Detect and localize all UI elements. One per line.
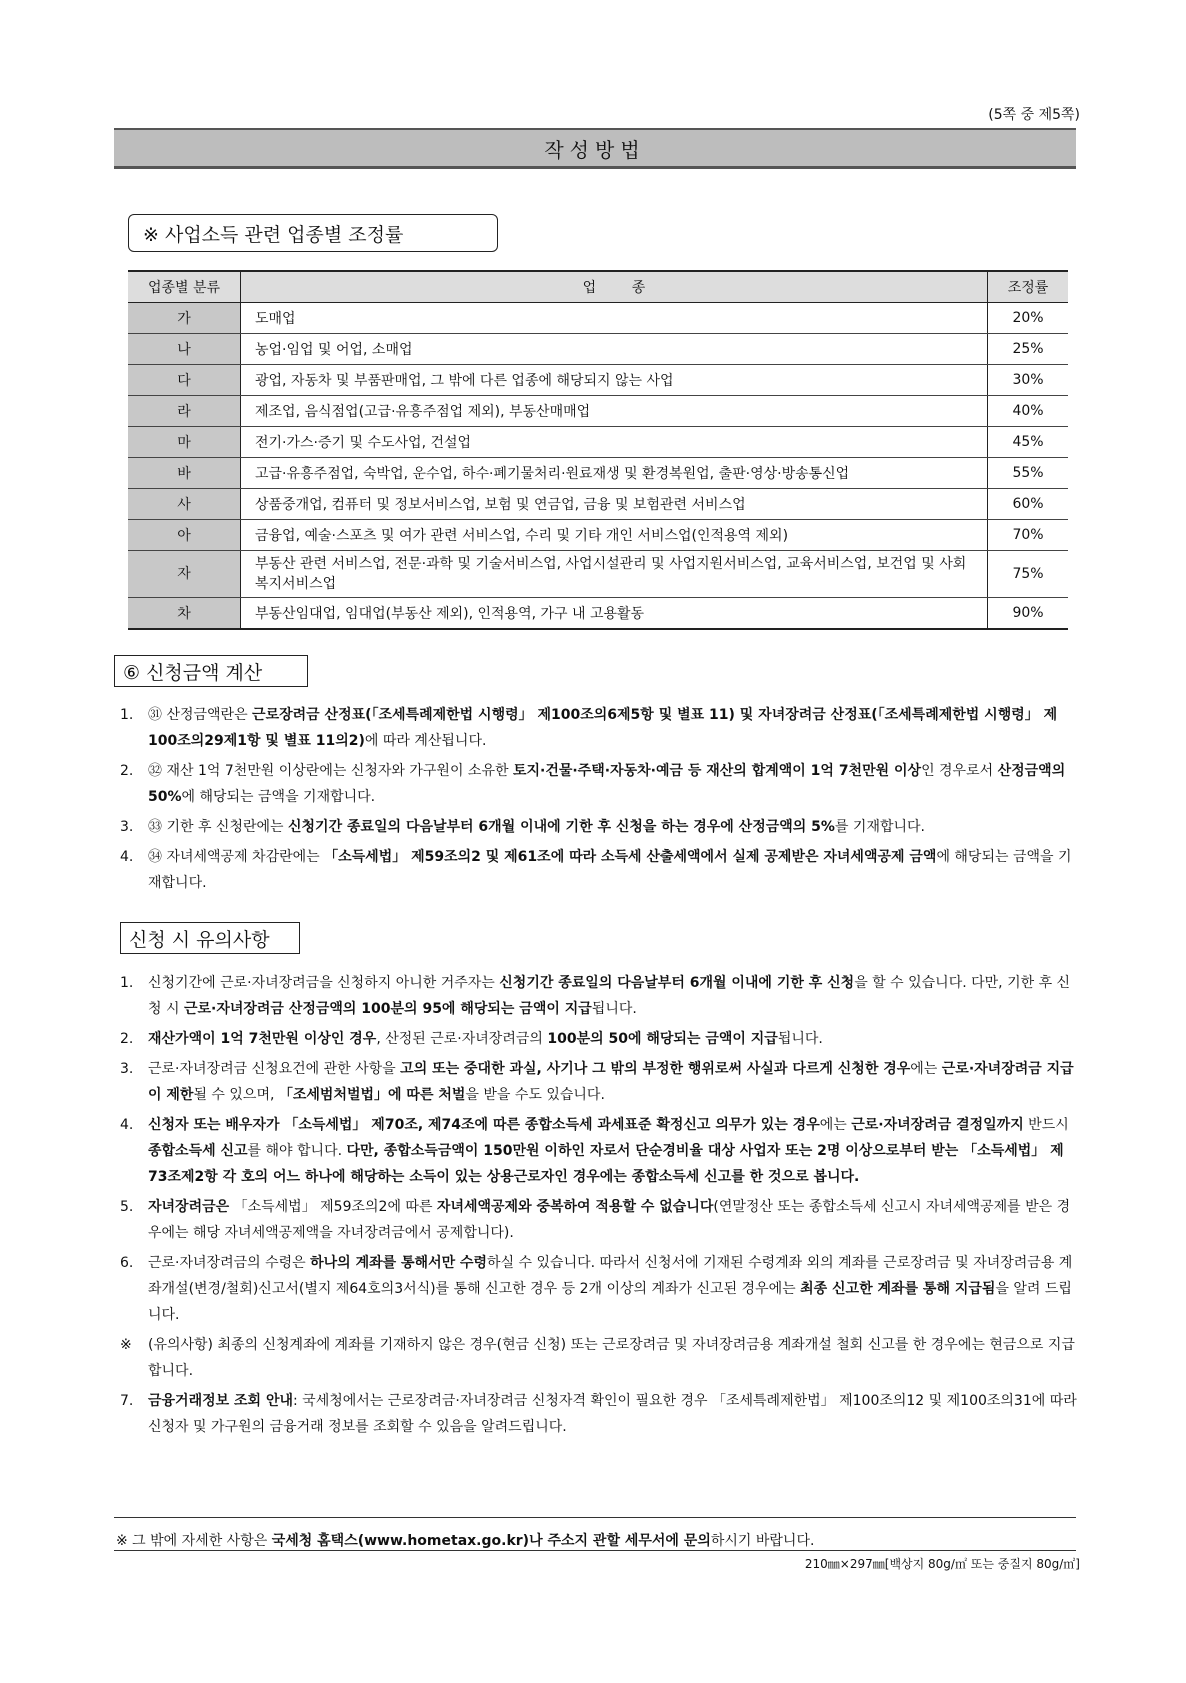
table-row <box>128 489 1068 520</box>
rate-cell: 20% <box>988 303 1069 334</box>
list-item <box>120 1332 1080 1384</box>
divider <box>114 1517 1076 1518</box>
industry-cell: 제조업, 음식점업(고급·유흥주점업 제외), 부동산매매업 <box>241 396 988 427</box>
industry-cell: 농업·임업 및 어업, 소매업 <box>241 334 988 365</box>
page-title: 작성방법 <box>114 128 1076 169</box>
list-item-number: 5. <box>120 1199 134 1215</box>
list-item <box>120 970 1080 1022</box>
table-row <box>128 303 1068 334</box>
list-item-text: ㉛ 산정금액란은 근로장려금 산정표(「조세특례제한법 시행령」 제100조의6제5항 및 별표 11) 및 자녀장려금 산정표(「조세특례제한법 시행령」 제100조의29제1항 및 별표 11의2)에 따라 계산됩니다. <box>148 707 1058 749</box>
rate-cell: 60% <box>988 489 1069 520</box>
calc-section-heading: ⑥ 신청금액 계산 <box>114 655 308 687</box>
table-row <box>128 427 1068 458</box>
rate-cell: 40% <box>988 396 1069 427</box>
notes-list <box>120 970 1080 1444</box>
table-row <box>128 396 1068 427</box>
category-cell: 마 <box>128 427 241 458</box>
industry-cell: 상품중개업, 컴퓨터 및 정보서비스업, 보험 및 연금업, 금융 및 보험관련 서비스업 <box>241 489 988 520</box>
industry-cell: 금융업, 예술·스포츠 및 여가 관련 서비스업, 수리 및 기타 개인 서비스업(인적용역 제외) <box>241 520 988 551</box>
category-cell: 가 <box>128 303 241 334</box>
list-item-text: (유의사항) 최종의 신청계좌에 계좌를 기재하지 않은 경우(현금 신청) 또는 근로장려금 및 자녀장려금용 계좌개설 철회 신고를 한 경우에는 현금으로 지급합니다. <box>148 1337 1075 1379</box>
rate-cell: 90% <box>988 598 1069 630</box>
list-item-text: 근로·자녀장려금의 수령은 하나의 계좌를 통해서만 수령하실 수 있습니다. 따라서 신청서에 기재된 수령계좌 외의 계좌를 근로장려금 및 자녀장려금용 계좌개설(변경/철회)신고서(별지 제64호의3서식)를 통해 신고한 경우 등 2개 이상의 계좌가 신고된 경우에는 최종 신고한 계좌를 통해 지급됨을 알려 드립니다. <box>148 1255 1073 1323</box>
table-row <box>128 365 1068 396</box>
list-item-text: 신청자 또는 배우자가 「소득세법」 제70조, 제74조에 따른 종합소득세 과세표준 확정신고 의무가 있는 경우에는 근로·자녀장려금 결정일까지 반드시 종합소득세 신고를 해야 합니다. 다만, 종합소득금액이 150만원 이하인 자로서 단순경비율 대상 사업자 또는 2명 이상으로부터 받는 「소득세법」 제73조제2항 각 호의 어느 하나에 해당하는 소득이 있는 상용근로자인 경우에는 종합소득세 신고를 한 것으로 봅니다. <box>148 1117 1069 1185</box>
list-item-text: 신청기간에 근로·자녀장려금을 신청하지 아니한 거주자는 신청기간 종료일의 다음날부터 6개월 이내에 기한 후 신청을 할 수 있습니다. 다만, 기한 후 신청 시 근로·자녀장려금 산정금액의 100분의 95에 해당되는 금액이 지급됩니다. <box>148 975 1071 1017</box>
table-row <box>128 520 1068 551</box>
list-item-number: 4. <box>120 849 134 865</box>
rate-cell: 75% <box>988 551 1069 598</box>
table-row <box>128 458 1068 489</box>
list-item-number: ※ <box>120 1337 132 1353</box>
list-item-number: 1. <box>120 707 134 723</box>
industry-cell: 광업, 자동차 및 부품판매업, 그 밖에 다른 업종에 해당되지 않는 사업 <box>241 365 988 396</box>
category-cell: 바 <box>128 458 241 489</box>
list-item <box>120 1250 1080 1328</box>
list-item-number: 6. <box>120 1255 134 1271</box>
table-row <box>128 598 1068 630</box>
industry-cell: 도매업 <box>241 303 988 334</box>
footer-note: ※ 그 밖에 자세한 사항은 국세청 홈택스(www.hometax.go.kr)나 주소지 관할 세무서에 문의하시기 바랍니다. <box>116 1533 815 1549</box>
list-item <box>120 1194 1080 1246</box>
list-item-number: 4. <box>120 1117 134 1133</box>
list-item-number: 2. <box>120 763 134 779</box>
rate-cell: 55% <box>988 458 1069 489</box>
rates-section-heading: ※ 사업소득 관련 업종별 조정률 <box>128 214 498 252</box>
category-cell: 라 <box>128 396 241 427</box>
divider <box>114 1550 1076 1551</box>
column-header: 업 종 <box>241 271 988 303</box>
list-item <box>120 758 1080 810</box>
rate-cell: 45% <box>988 427 1069 458</box>
category-cell: 나 <box>128 334 241 365</box>
list-item-text: ㉝ 기한 후 신청란에는 신청기간 종료일의 다음날부터 6개월 이내에 기한 후 신청을 하는 경우에 산정금액의 5%를 기재합니다. <box>148 819 925 835</box>
list-item <box>120 1026 1080 1052</box>
table-row <box>128 551 1068 598</box>
category-cell: 차 <box>128 598 241 630</box>
rate-cell: 30% <box>988 365 1069 396</box>
list-item-text: 근로·자녀장려금 신청요건에 관한 사항을 고의 또는 중대한 과실, 사기나 그 밖의 부정한 행위로써 사실과 다르게 신청한 경우에는 근로·자녀장려금 지급이 제한될 수 있으며, 「조세범처벌법」에 따른 처벌을 받을 수도 있습니다. <box>148 1061 1074 1103</box>
category-cell: 사 <box>128 489 241 520</box>
rates-table <box>128 270 1068 630</box>
column-header: 업종별 분류 <box>128 271 241 303</box>
industry-cell: 전기·가스·증기 및 수도사업, 건설업 <box>241 427 988 458</box>
list-item <box>120 1388 1080 1440</box>
paper-size-note: 210㎜×297㎜[백상지 80g/㎡ 또는 중질지 80g/㎡] <box>804 1557 1080 1571</box>
list-item-text: 재산가액이 1억 7천만원 이상인 경우, 산정된 근로·자녀장려금의 100분의 50에 해당되는 금액이 지급됩니다. <box>148 1031 823 1047</box>
list-item-text: 자녀장려금은 「소득세법」 제59조의2에 따른 자녀세액공제와 중복하여 적용할 수 없습니다(연말정산 또는 종합소득세 신고시 자녀세액공제를 받은 경우에는 해당 자녀세액공제액을 자녀장려금에서 공제합니다). <box>148 1199 1071 1241</box>
list-item-text: 금융거래정보 조회 안내: 국세청에서는 근로장려금·자녀장려금 신청자격 확인이 필요한 경우 「조세특례제한법」 제100조의12 및 제100조의31에 따라 신청자 및 가구원의 금융거래 정보를 조회할 수 있음을 알려드립니다. <box>148 1393 1077 1435</box>
list-item-number: 1. <box>120 975 134 991</box>
industry-cell: 부동산임대업, 임대업(부동산 제외), 인적용역, 가구 내 고용활동 <box>241 598 988 630</box>
table-row <box>128 334 1068 365</box>
industry-cell: 부동산 관련 서비스업, 전문·과학 및 기술서비스업, 사업시설관리 및 사업지원서비스업, 교육서비스업, 보건업 및 사회복지서비스업 <box>241 551 988 598</box>
industry-cell: 고급·유흥주점업, 숙박업, 운수업, 하수·폐기물처리·원료재생 및 환경복원업, 출판·영상·방송통신업 <box>241 458 988 489</box>
list-item <box>120 702 1080 754</box>
list-item <box>120 1112 1080 1190</box>
list-item <box>120 844 1080 896</box>
rate-cell: 70% <box>988 520 1069 551</box>
rate-cell: 25% <box>988 334 1069 365</box>
calc-instructions <box>120 702 1080 900</box>
list-item <box>120 1056 1080 1108</box>
list-item-number: 3. <box>120 1061 134 1077</box>
notes-section-heading: 신청 시 유의사항 <box>120 922 300 954</box>
category-cell: 아 <box>128 520 241 551</box>
category-cell: 다 <box>128 365 241 396</box>
list-item-text: ㉞ 자녀세액공제 차감란에는 「소득세법」 제59조의2 및 제61조에 따라 소득세 산출세액에서 실제 공제받은 자녀세액공제 금액에 해당되는 금액을 기재합니다. <box>148 849 1072 891</box>
column-header: 조정률 <box>988 271 1069 303</box>
list-item <box>120 814 1080 840</box>
list-item-number: 2. <box>120 1031 134 1047</box>
page-indicator: (5쪽 중 제5쪽) <box>988 107 1080 123</box>
list-item-text: ㉜ 재산 1억 7천만원 이상란에는 신청자와 가구원이 소유한 토지·건물·주택·자동차·예금 등 재산의 합계액이 1억 7천만원 이상인 경우로서 산정금액의 50%에 해당되는 금액을 기재합니다. <box>148 763 1066 805</box>
list-item-number: 7. <box>120 1393 134 1409</box>
category-cell: 자 <box>128 551 241 598</box>
list-item-number: 3. <box>120 819 134 835</box>
